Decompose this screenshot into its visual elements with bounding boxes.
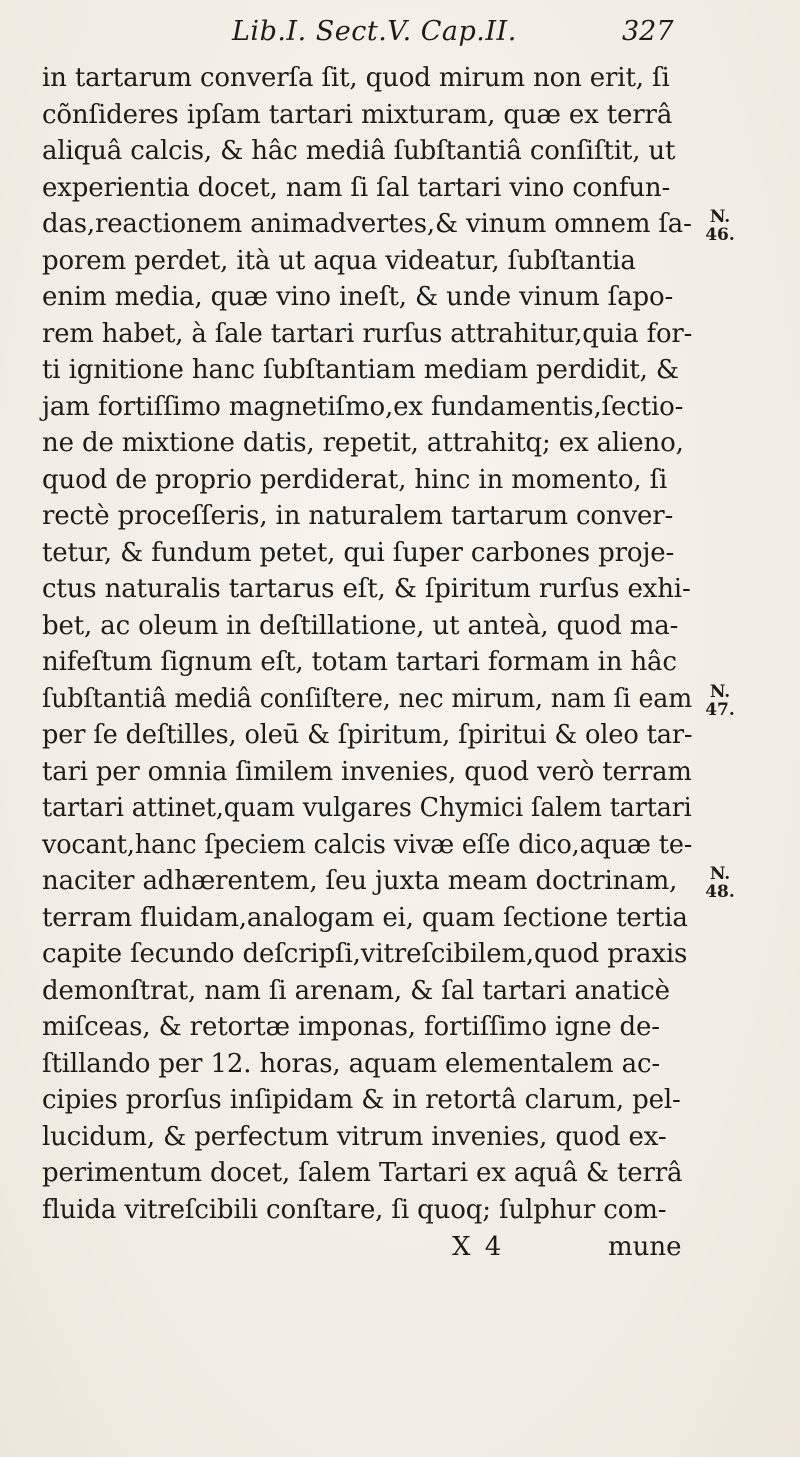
signature-mark: X 4 — [452, 1232, 505, 1262]
text-line: ti ignitione hanc ſubſtantiam mediam perdidit, & — [42, 355, 679, 385]
text-line: perimentum docet, ſalem Tartari ex aquâ & terrâ — [42, 1158, 683, 1188]
text-line: rectè proceſſeris, in naturalem tartarum conver- — [42, 501, 674, 531]
text-line: das,reactionem animadvertes,& vinum omnem ſa- — [42, 209, 692, 239]
text-line: in tartarum converſa ſit, quod mirum non erit, ſi — [42, 63, 670, 93]
text-line: tartari attinet,quam vulgares Chymici ſalem tartari — [42, 793, 692, 823]
text-line: vocant,hanc ſpeciem calcis vivæ eſſe dico,aquæ te- — [42, 829, 693, 860]
text-line: naciter adhærentem, ſeu juxta meam doctrinam, — [42, 866, 678, 896]
text-line: nifeſtum ſignum eſt, totam tartari formam in hâc — [42, 647, 677, 677]
text-line: ne de mixtione datis, repetit, attrahitq; ex alieno, — [42, 428, 684, 458]
margin-note: N. 48. — [705, 864, 735, 902]
text-line: enim media, quæ vino ineſt, & unde vinum ſapo- — [42, 282, 674, 312]
text-line: per ſe deſtilles, oleū & ſpiritum, ſpiritui & oleo tar- — [42, 720, 693, 750]
text-line: ſubſtantiâ mediâ conſiſtere, nec mirum, nam ſi eam — [42, 683, 693, 714]
text-line: ctus naturalis tartarus eſt, & ſpiritum rurſus exhi- — [42, 574, 691, 604]
catchword: mune — [608, 1232, 682, 1262]
text-line: fluida vitreſcibili conſtare, ſi quoq; ſulphur com- — [42, 1194, 667, 1225]
margin-note: N. 47. — [705, 681, 735, 720]
page-number: 327 — [622, 16, 674, 47]
text-line: porem perdet, ità ut aqua videatur, ſubſtantia — [42, 245, 636, 276]
text-line: tetur, & fundum petet, qui ſuper carbones proje- — [42, 537, 675, 568]
text-line: lucidum, & perfectum vitrum invenies, quod ex- — [42, 1121, 667, 1152]
text-line: aliquâ calcis, & hâc mediâ ſubſtantiâ conſiſtit, ut — [42, 136, 676, 166]
text-line: ſtillando per 12. horas, aquam elementalem ac- — [42, 1048, 661, 1079]
page-header — [0, 16, 800, 56]
text-line: cõnſideres ipſam tartari mixturam, quæ ex terrâ — [42, 99, 673, 130]
text-line: quod de proprio perdiderat, hinc in momento, ſi — [42, 464, 668, 495]
text-line: terram fluidam,analogam ei, quam ſectione tertia — [42, 902, 688, 933]
text-line: jam fortiſſimo magnetiſmo,ex fundamentis,ſectio- — [42, 391, 684, 422]
text-line: bet, ac oleum in deſtillatione, ut anteà, quod ma- — [42, 610, 679, 641]
text-line: rem habet, à ſale tartari rurſus attrahitur,quia for- — [42, 318, 693, 349]
text-line: tari per omnia ſimilem invenies, quod verò terram — [42, 756, 692, 787]
text-line: experientia docet, nam ſi ſal tartari vino confun- — [42, 172, 671, 203]
text-line: cipies prorſus inſipidam & in retortâ clarum, pel- — [42, 1085, 681, 1115]
margin-note: N. 46. — [705, 207, 735, 245]
page-footer — [0, 1232, 800, 1272]
body-text — [42, 60, 693, 1228]
running-head: Lib.I. Sect.V. Cap.II. — [232, 16, 517, 47]
text-line: capite ſecundo deſcripſi,vitreſcibilem,quod praxis — [42, 939, 688, 969]
text-line: demonſtrat, nam ſi arenam, & ſal tartari anaticè — [42, 975, 670, 1006]
text-line: miſceas, & retortæ imponas, fortiſſimo igne de- — [42, 1012, 660, 1042]
